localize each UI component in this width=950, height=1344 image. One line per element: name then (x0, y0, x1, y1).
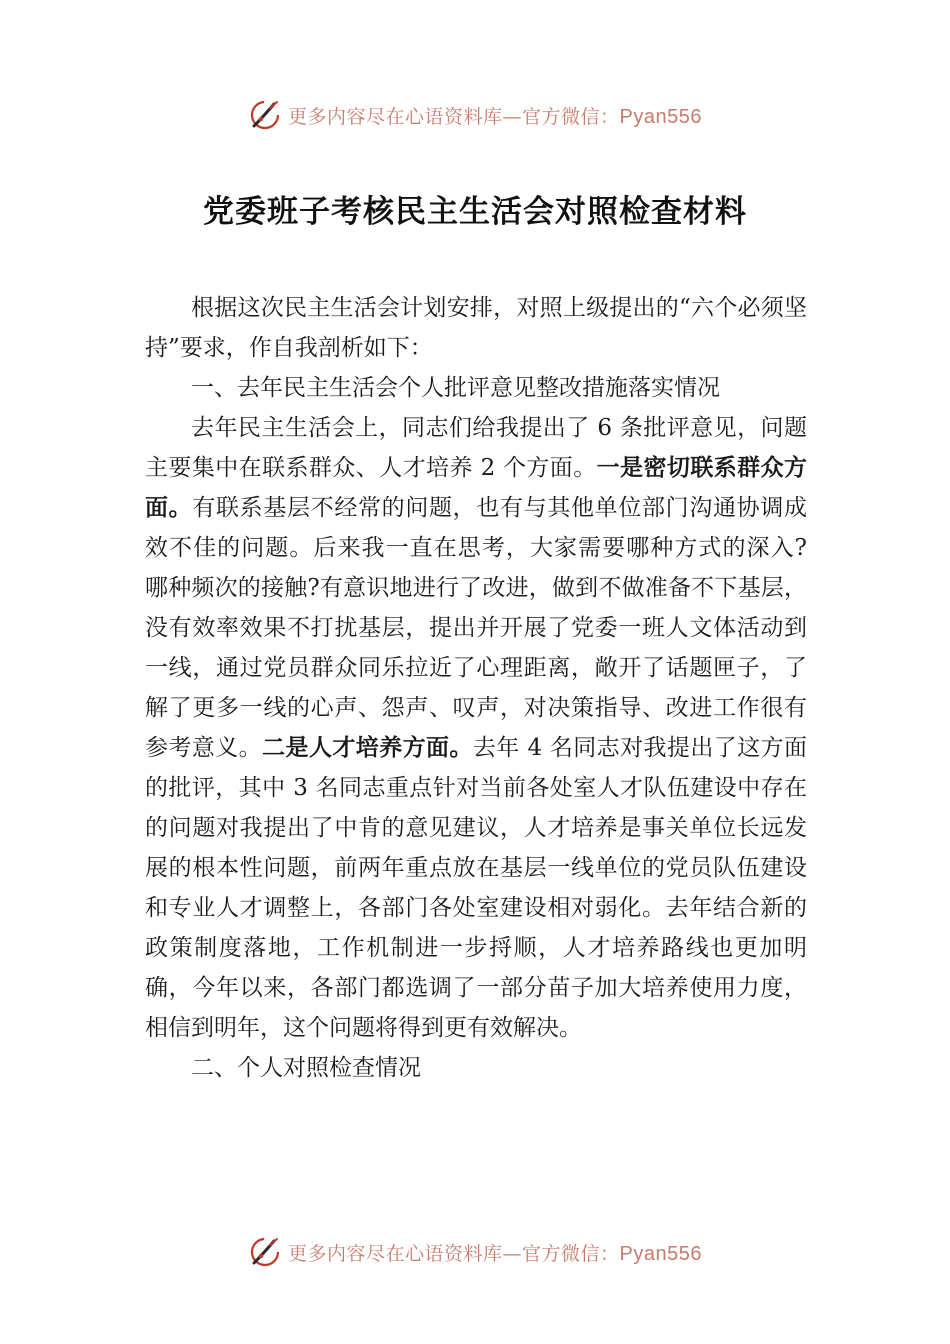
watermark-header (0, 95, 950, 135)
watermark-text-cn: 更多内容尽在心语资料库—官方微信： (288, 1242, 620, 1265)
watermark-footer (0, 1232, 950, 1272)
watermark-text (288, 102, 702, 129)
brush-logo-icon (248, 1235, 282, 1269)
watermark-wechat-id: Pyan556 (619, 1242, 702, 1265)
watermark-text-cn: 更多内容尽在心语资料库—官方微信： (288, 105, 620, 128)
highlight-contact-masses: 一是密切联系群众方面。 (145, 455, 807, 521)
para-text-end: 去年 4 名同志对我提出了这方面的批评，其中 3 名同志重点针对当前各处室人才队伍建设中存在的问题对我提出了中肯的意见建议，人才培养是事关单位长远发展的根本性问题，前两年重点放在基层一线单位的党员队伍建设和专业人才调整上，各部门各处室建设相对弱化。去年结合新的政策制度落地，工作机制进一步捋顺，人才培养路线也更加明确，今年以来，各部门都选调了一部分苗子加大培养使用力度，相信到明年，这个问题将得到更有效解决。 (145, 735, 808, 1041)
highlight-talent-cultivation: 二是人才培养方面。 (262, 735, 473, 761)
watermark-text (288, 1239, 702, 1266)
section-2-heading: 二、个人对照检查情况 (191, 1055, 421, 1081)
document-title: 党委班子考核民主生活会对照检查材料 (203, 194, 747, 230)
section-1-heading: 一、去年民主生活会个人批评意见整改措施落实情况 (191, 375, 720, 401)
para-text-middle: 有联系基层不经常的问题，也有与其他单位部门沟通协调成效不佳的问题。后来我一直在思考，大家需要哪种方式的深入? 哪种频次的接触?有意识地进行了改进，做到不做准备不下基层，没有效率效果不打扰基层，提出并开展了党委一班人文体活动到一线，通过党员群众同乐拉近了心理距离，敞开了话题匣子，了解了更多一线的心声、怨声、叹声，对决策指导、改进工作很有参考意义。 (145, 495, 808, 761)
intro-paragraph: 根据这次民主生活会计划安排，对照上级提出的“六个必须坚持”要求，作自我剖析如下： (145, 295, 807, 361)
document-body (145, 288, 807, 1088)
watermark-wechat-id: Pyan556 (619, 105, 702, 128)
para-text-start: 去年民主生活会上，同志们给我提出了 6 条批评意见，问题主要集中在联系群众、人才培养 2 个方面。 (145, 415, 807, 481)
section-1-paragraph (145, 408, 807, 1048)
brush-logo-icon (248, 98, 282, 132)
